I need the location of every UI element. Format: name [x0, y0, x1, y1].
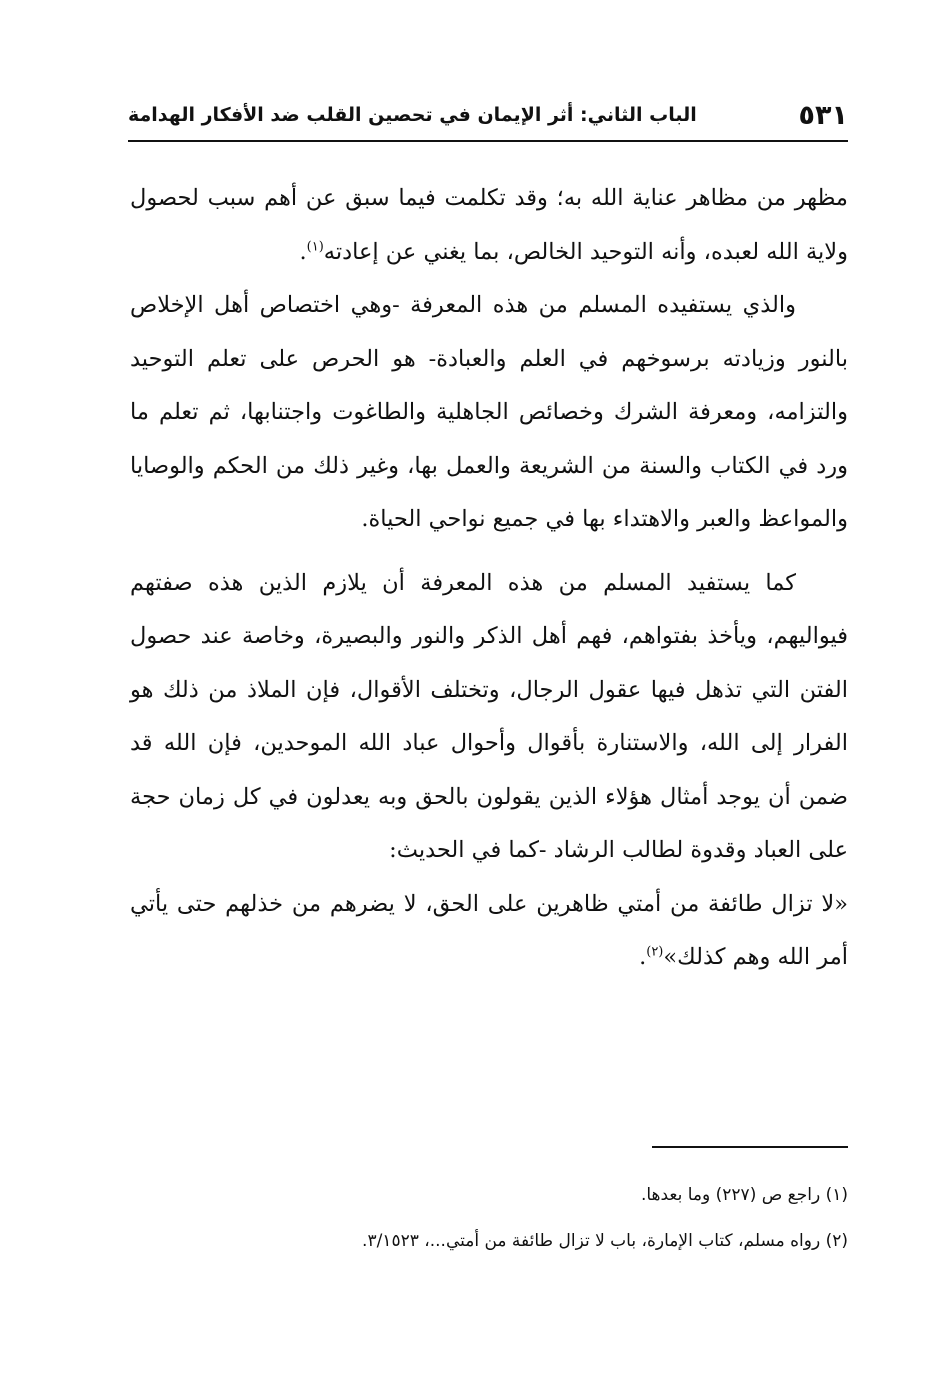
paragraph-3: كما يستفيد المسلم من هذه المعرفة أن يلازم الذين هذه صفتهم فيواليهم، ويأخذ بفتواهم، فهم أهل الذكر والنور والبصيرة، وخاصة عند حصول الفتن التي تذهل فيها عقول الرجال، وتختلف الأقوال، فإن الملاذ من ذلك هو الفرار إلى الله، والاستنارة بأقوال وأحوال عباد الله الموحدين، فإن الله قد ضمن أن يوجد أمثال هؤلاء الذين يقولون بالحق وبه يعدلون في كل زمان حجة على العباد وقدوة لطالب الرشاد -كما في الحديث: — [130, 569, 848, 863]
page-number: ٥٣١ — [798, 99, 848, 131]
footnote-separator — [652, 1146, 848, 1148]
paragraph-1-end: . — [299, 238, 307, 265]
running-title: الباب الثاني: أثر الإيمان في تحصين القلب ضد الأفكار الهدامة — [128, 104, 697, 126]
main-text — [130, 172, 848, 985]
footnote-ref-2: (٢) — [646, 944, 664, 960]
footnote-ref-1: (١) — [306, 239, 324, 254]
paragraph-1 — [130, 172, 848, 279]
quote-text: لا تزال طائفة من أمتي ظاهرين على الحق، لا يضرهم من خذلهم حتى يأتي أمر الله وهم كذلك — [130, 890, 848, 970]
paragraph-1-text: مظهر من مظاهر عناية الله به؛ وقد تكلمت فيما سبق عن أهم سبب لحصول ولاية الله لعبده، وأنه التوحيد الخالص، بما يغني عن إعادته — [130, 185, 848, 265]
quote-end: . — [639, 944, 647, 970]
footnotes — [130, 1172, 848, 1264]
hadith-quote — [130, 878, 848, 985]
footnote-2: (٢) رواه مسلم، كتاب الإمارة، باب لا تزال طائفة من أمتي...، ٣/١٥٢٣. — [362, 1231, 848, 1251]
page-header — [128, 90, 848, 142]
footnote-1: (١) راجع ص (٢٢٧) وما بعدها. — [640, 1185, 848, 1205]
quote-close-mark: » — [663, 944, 678, 970]
paragraph-2: والذي يستفيده المسلم من هذه المعرفة -وهي اختصاص أهل الإخلاص بالنور وزيادته برسوخهم في العلم والعبادة- هو الحرص على تعلم التوحيد والتزامه، ومعرفة الشرك وخصائص الجاهلية والطاغوت واجتنابها، ثم تعلم ما ورد في الكتاب والسنة من الشريعة والعمل بها، وغير ذلك من الحكم والوصايا والمواعظ والعبر والاهتداء بها في جميع نواحي الحياة. — [130, 292, 848, 532]
quote-open-mark: « — [834, 890, 848, 917]
